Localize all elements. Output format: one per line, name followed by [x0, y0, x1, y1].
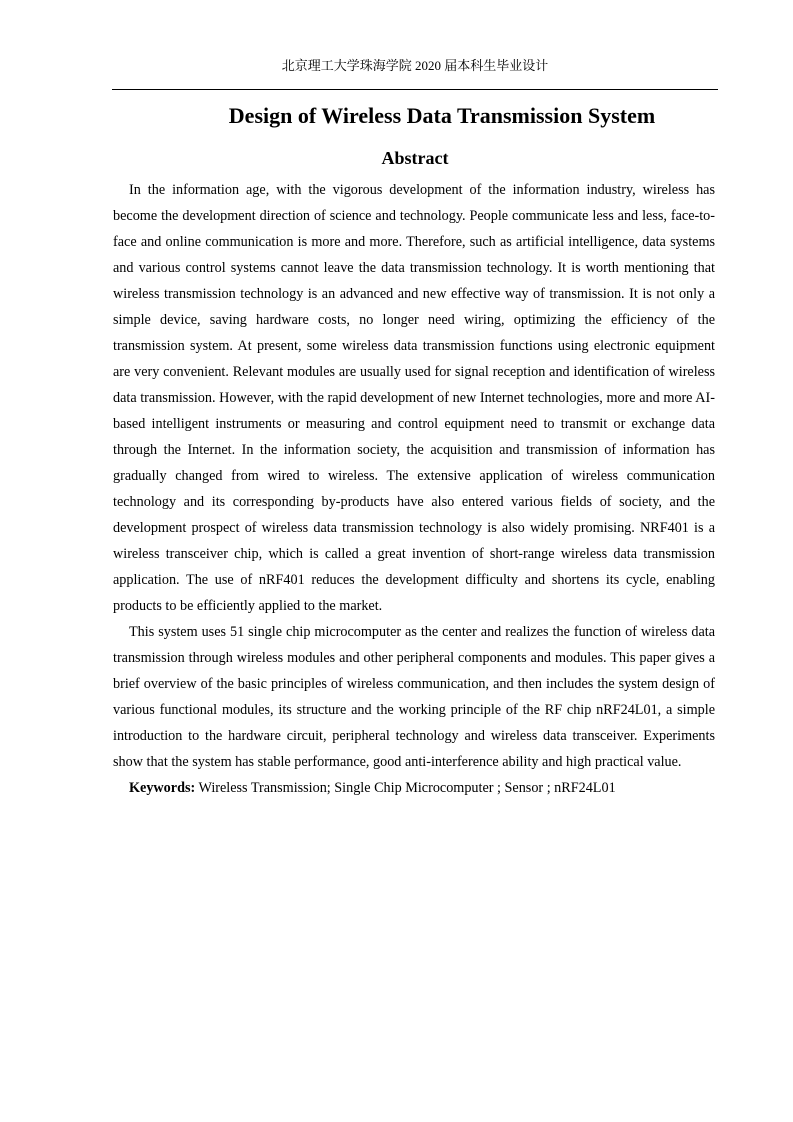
keywords-line	[113, 775, 715, 801]
abstract-body	[113, 177, 715, 801]
keywords-label: Keywords:	[129, 780, 196, 796]
abstract-heading: Abstract	[381, 148, 449, 168]
abstract-paragraph-1: In the information age, with the vigorous development of the information industry, wireless has become the development direction of science and technology. People communicate less and less, face-to-face and online communication is more and more. Therefore, such as artificial intelligence, data systems and various control systems cannot leave the data transmission technology. It is worth mentioning that wireless transmission technology is an advanced and new effective way of transmission. It is not only a simple device, saving hardware costs, no longer need wiring, optimizing the efficiency of the transmission system. At present, some wireless data transmission functions using electronic equipment are very convenient. Relevant modules are usually used for signal reception and identification of wireless data transmission. However, with the rapid development of new Internet technologies, more and more AI-based intelligent instruments or measuring and control equipment need to transmit or exchange data through the Internet. In the information society, the acquisition and transmission of information has gradually changed from wired to wireless. The extensive application of wireless communication technology and its corresponding by-products have also entered various fields of society, and the development prospect of wireless data transmission technology is also widely promising. NRF401 is a wireless transceiver chip, which is called a great invention of short-range wireless data transmission application. The use of nRF401 reduces the development difficulty and shortens its cycle, enabling products to be efficiently applied to the market.	[113, 182, 715, 614]
keywords-text: Wireless Transmission; Single Chip Microcomputer ; Sensor ; nRF24L01	[195, 780, 616, 796]
header-rule	[112, 89, 718, 90]
abstract-paragraph-2: This system uses 51 single chip microcomputer as the center and realizes the function of wireless data transmission through wireless modules and other peripheral components and modules. This paper gives a brief overview of the basic principles of wireless communication, and then includes the system design of various functional modules, its structure and the working principle of the RF chip nRF24L01, a simple introduction to the hardware circuit, peripheral technology and wireless data transceiver. Experiments show that the system has stable performance, good anti-interference ability and high practical value.	[113, 624, 715, 770]
paper-title: Design of Wireless Data Transmission System	[228, 103, 656, 128]
running-header: 北京理工大学珠海学院 2020 届本科生毕业设计	[281, 58, 549, 73]
